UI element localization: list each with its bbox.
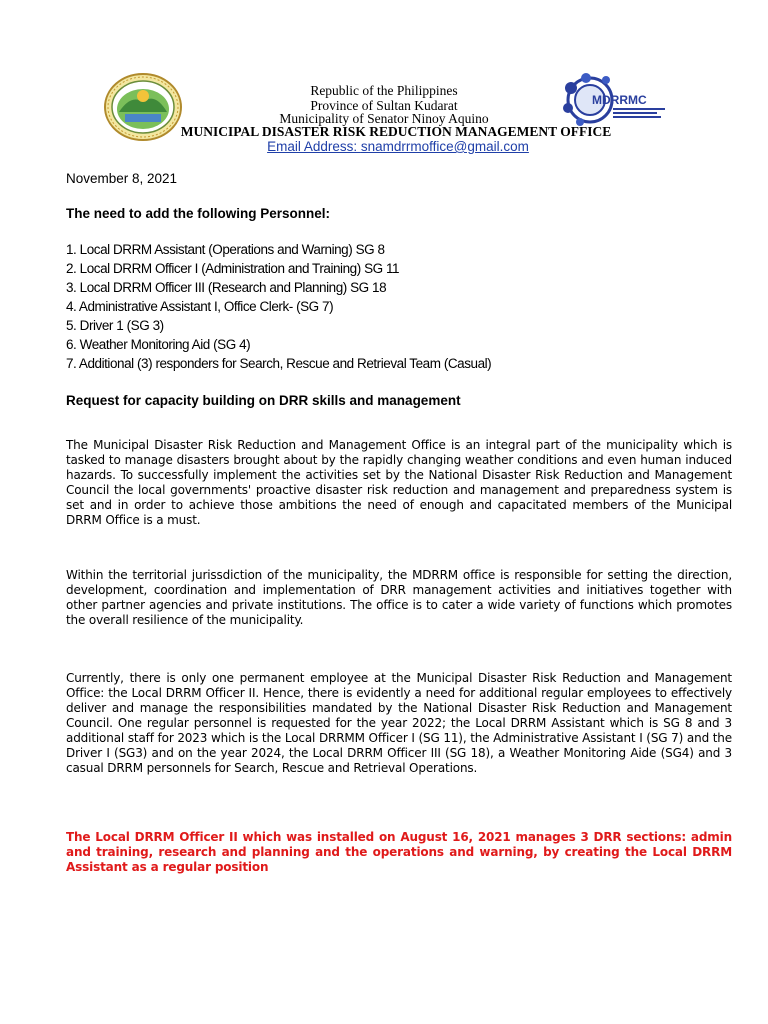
list-item: 3. Local DRRM Officer III (Research and Planning) SG 18: [66, 280, 387, 295]
list-item: 5. Driver 1 (SG 3): [66, 318, 164, 333]
list-item: 7. Additional (3) responders for Search, Rescue and Retrieval Team (Casual): [66, 356, 492, 371]
mdrrmc-logo-text: MDRRMC: [592, 93, 647, 107]
paragraph-jurisdiction: Within the territorial jurissdiction of the municipality, the MDRRM office is responsible for setting the direction, development, coordination and implementation of DRR management activities and initiatives together with other partner agencies and private institutions. The office is to cater a wide variety of functions which promotes the overall resilience of the municipality.: [66, 568, 732, 627]
letter-date: November 8, 2021: [66, 171, 178, 186]
header-email[interactable]: [0, 139, 768, 154]
list-item: 4. Administrative Assistant I, Office Clerk- (SG 7): [66, 299, 334, 314]
header-province: Province of Sultan Kudarat: [310, 98, 458, 113]
personnel-list: [66, 240, 491, 373]
list-item: 6. Weather Monitoring Aid (SG 4): [66, 337, 251, 352]
paragraph-highlight-note: The Local DRRM Officer II which was installed on August 16, 2021 manages 3 DRR sections: admin and training, research and planning and the operations and warning, by creating the Local DRRM Assistant as a regular position: [66, 830, 732, 874]
list-item: 1. Local DRRM Assistant (Operations and Warning) SG 8: [66, 242, 385, 257]
paragraph-office-role: The Municipal Disaster Risk Reduction and Management Office is an integral part of the municipality which is tasked to manage disasters brought about by the rapidly changing weather conditions and even human induced hazards. To successfully implement the activities set by the National Disaster Risk Reduction and Management Council the local governments' proactive disaster risk reduction and management and preparedness system is set and in order to achieve those ambitions the need of enough and capacitated members of the Municipal DRRM Office is a must.: [66, 438, 732, 527]
list-item: 2. Local DRRM Officer I (Administration and Training) SG 11: [66, 261, 400, 276]
paragraph-current-staff: Currently, there is only one permanent employee at the Municipal Disaster Risk Reduction and Management Office: the Local DRRM Officer II. Hence, there is evidently a need for additional regular employees to effectively deliver and manage the responsibilities mandated by the National Disaster Risk Reduction and Management Council. One regular personnel is requested for the year 2022; the Local DRRM Assistant which is SG 8 and 3 additional staff for 2023 which is the Local DRRMM Officer I (SG 11), the Administrative Assistant I (SG 7) and the Driver I (SG3) and on the year 2024, the Local DRRM Officer III (SG 18), a Weather Monitoring Aide (SG4) and 3 casual DRRM personnels for Search, Rescue and Retrieval Operations.: [66, 671, 732, 775]
email-link[interactable]: snamdrrmoffice@gmail.com: [360, 139, 529, 154]
personnel-heading: The need to add the following Personnel:: [66, 206, 331, 221]
email-label: Email Address:: [267, 139, 361, 154]
request-heading: Request for capacity building on DRR skills and management: [66, 393, 461, 408]
header-municipality: Municipality of Senator Ninoy Aquino: [279, 111, 489, 126]
header-office-title: MUNICIPAL DISASTER RISK REDUCTION MANAGEMENT OFFICE: [180, 124, 612, 139]
header-republic: Republic of the Philippines: [310, 83, 458, 98]
